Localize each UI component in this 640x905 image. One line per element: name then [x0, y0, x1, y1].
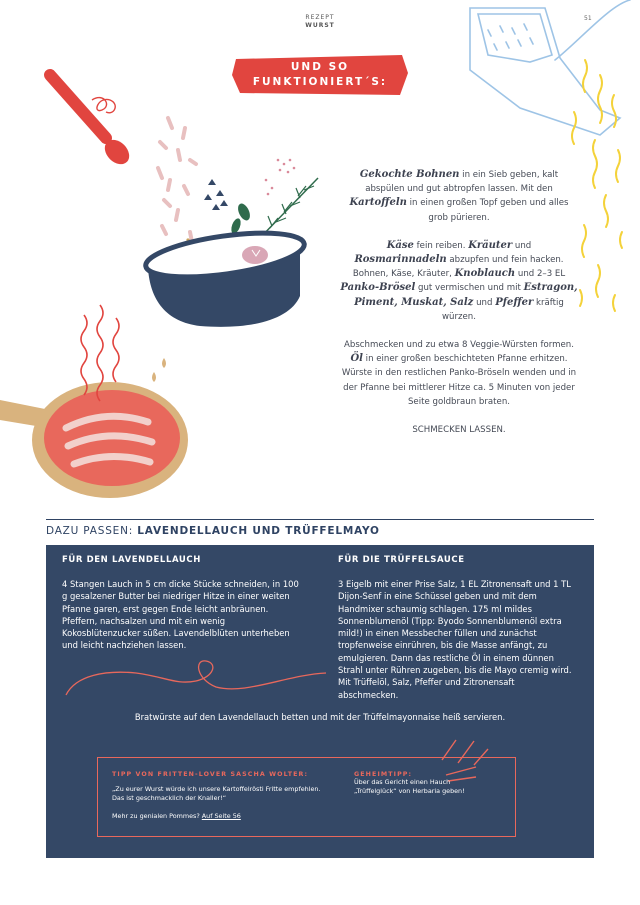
ingredient-highlight: Gekochte Bohnen: [359, 169, 460, 180]
ingredient-highlight: Kräuter: [468, 239, 513, 251]
left-recipe-text: 4 Stangen Lauch in 5 cm dicke Stücke schneiden, in 100 g gesalzener Butter bei niedriger Hitze in einer weiten Pfanne garen, erst gegen Ende leicht anbräunen. Pfeffern, nachsalzen und mit ein wenig Kokosblütenzucker süßen. Lavendelblüten unterheben und leicht nachziehen lassen.: [62, 579, 299, 651]
ingredient-highlight: Pfeffer: [495, 296, 534, 308]
pairing-name: LAVENDELLAUCH UND TRÜFFELMAYO: [137, 525, 380, 537]
beans-illustration: [158, 118, 196, 242]
tip-more: [112, 812, 241, 821]
pink-dots-illustration: [265, 159, 296, 196]
spoon-illustration: [50, 75, 134, 169]
section-divider: [46, 519, 594, 520]
ingredient-highlight: Estragon, Piment, Muskat, Salz: [354, 282, 578, 308]
method-text-run: abzupfen und fein hacken. Bohnen, Käse, Kräuter,: [352, 255, 564, 280]
method-text-run: Abschmecken und zu etwa 8 Veggie-Würsten formen.: [344, 340, 574, 351]
method-text-run: und 2–3 EL: [515, 269, 566, 280]
secret-heading: GEHEIMTIPP:: [354, 771, 413, 778]
pairing-title: [46, 525, 380, 537]
grated-cheese-illustration: [572, 60, 622, 311]
method-step-2: [340, 239, 578, 324]
serving-note: Bratwürste auf den Lavendellauch betten und mit der Trüffelmayonnaise heiß servieren.: [134, 712, 506, 722]
method-text-run: in einer großen beschichteten Pfanne erhitzen. Würste in den restlichen Panko-Bröseln wenden und in der Pfanne bei mittlerer Hitze ca. 5 Minuten von jeder Seite goldbraun braten.: [341, 354, 577, 407]
right-recipe-text: 3 Eigelb mit einer Prise Salz, 1 EL Zitronensaft und 1 TL Dijon-Senf in eine Schüssel geben und mit dem Handmixer schaumig schlagen. 175 ml mildes Sonnenblumenöl (Tipp: Byodo Sonnenblumenöl extra mild!) in einen Messbecher füllen und zunächst tropfenweise einrühren, bis die Masse anfängt, zu emulgieren. Dann das restliche Öl in einem dünnen Strahl unter Rühren zugeben, bis die Mayo cremig wird. Mit Trüffelöl, Salz, Pfeffer und Zitronensaft abschmecken.: [338, 579, 572, 700]
pan-illustration: [0, 305, 188, 498]
ingredient-highlight: Öl: [350, 353, 363, 365]
ingredient-highlight: Rosmarinnadeln: [354, 254, 447, 266]
page-number: 51: [584, 15, 592, 22]
method-text-run: gut vermischen und mit: [415, 283, 524, 294]
method-text-run: und: [473, 297, 496, 308]
tip-more-prefix: Mehr zu genialen Pommes?: [112, 812, 202, 820]
page-header: [280, 14, 360, 30]
banner-line-2: FUNKTIONIERT´S:: [252, 76, 388, 88]
page-link[interactable]: Auf Seite 56: [201, 812, 241, 820]
ingredient-highlight: Knoblauch: [454, 268, 516, 280]
ingredient-highlight: Kartoffeln: [349, 197, 407, 209]
banner-line-1: UND SO: [290, 61, 350, 73]
right-heading: FÜR DIE TRÜFFELSAUCE: [338, 555, 465, 565]
method-text-run: in ein Sieb geben, kalt abspülen und gut abtropfen lassen. Mit den: [365, 170, 559, 195]
header-section: REZEPT: [305, 14, 335, 21]
method-text-run: in einen großen Topf geben und alles grob pürieren.: [406, 198, 569, 223]
secret-text: Über das Gericht einen Hauch „Trüffelglück“ von Herbaria geben!: [354, 778, 465, 795]
method-text-run: kräftig würzen.: [442, 297, 564, 322]
header-category: WURST: [305, 22, 335, 29]
ingredient-highlight: Käse: [386, 239, 414, 251]
method-text-run: fein reiben.: [413, 240, 469, 251]
method-text-run: und: [512, 240, 532, 251]
ingredient-highlight: Panko-Brösel: [340, 282, 416, 294]
method-final: SCHMECKEN LASSEN.: [412, 425, 506, 436]
banner-title: [236, 60, 404, 90]
pepper-pattern-illustration: [204, 179, 228, 210]
oil-drops-illustration: [152, 358, 166, 382]
method-step-1: [340, 168, 578, 225]
tip-heading: TIPP VON FRITTEN-LOVER SASCHA WOLTER:: [112, 771, 309, 778]
grater-illustration: [470, 0, 630, 135]
method-step-3: [340, 338, 578, 409]
left-heading: FÜR DEN LAVENDELLAUCH: [62, 555, 201, 565]
pairing-prefix: DAZU PASSEN:: [46, 525, 138, 537]
method-text: [340, 168, 578, 451]
pot-illustration: [143, 225, 307, 327]
tip-quote: „Zu eurer Wurst würde ich unsere Kartoffelrösti Fritte empfehlen. Das ist geschmacklich der Knaller!“: [112, 785, 321, 802]
